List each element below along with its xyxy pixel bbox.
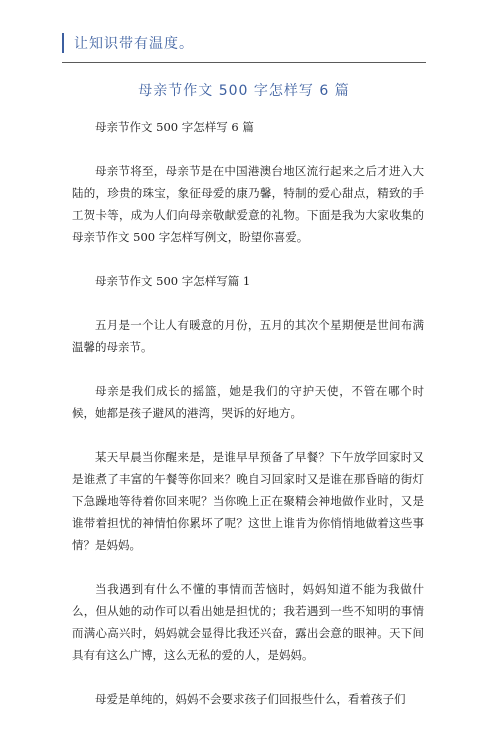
paragraph: 母爱是单纯的，妈妈不会要求孩子们回报些什么，看着孩子们 (95, 692, 406, 706)
paragraph: 母亲节作文 500 字怎样写篇 1 (95, 274, 251, 288)
site-header (62, 33, 194, 53)
paragraph: 母亲节作文 500 字怎样写 6 篇 (95, 120, 254, 134)
paragraph: 某天早晨当你醒来是，是谁早早预备了早餐？下午放学回家时又是谁煮了丰富的午餐等你回来？晚自习回家时又是谁在那昏暗的街灯下急躁地等待着你回来呢？当你晚上正在聚精会神地做作业时，又是谁带着担忧的神情怕你累坏了呢？这世上谁肯为你悄悄地做着这些事情？是妈妈。 (72, 450, 424, 552)
header-accent-bar (62, 33, 64, 53)
paragraph: 母亲节将至，母亲节是在中国港澳台地区流行起来之后才进入大陆的，珍贵的珠宝，象征母爱的康乃馨，特制的爱心甜点，精致的手工贺卡等，成为人们向母亲敬献爱意的礼物。下面是我为大家收集的母亲节作文 500 字怎样写例文，盼望你喜爱。 (72, 164, 424, 244)
header-divider (62, 62, 426, 63)
document-body (72, 116, 424, 732)
document-title: 母亲节作文 500 字怎样写 6 篇 (138, 83, 350, 99)
paragraph: 母亲是我们成长的摇篮，她是我们的守护天使，不管在哪个时候，她都是孩子避风的港湾，哭诉的好地方。 (72, 384, 424, 420)
paragraph: 当我遇到有什么不懂的事情而苦恼时，妈妈知道不能为我做什么，但从她的动作可以看出她是担忧的；我若遇到一些不知明的事情而满心高兴时，妈妈就会显得比我还兴奋，露出会意的眼神。天下间具有有这么广博，这么无私的爱的人，是妈妈。 (72, 582, 424, 662)
site-tagline: 让知识带有温度。 (74, 36, 194, 52)
paragraph: 五月是一个让人有暖意的月份，五月的其次个星期便是世间布满温馨的母亲节。 (72, 318, 424, 354)
